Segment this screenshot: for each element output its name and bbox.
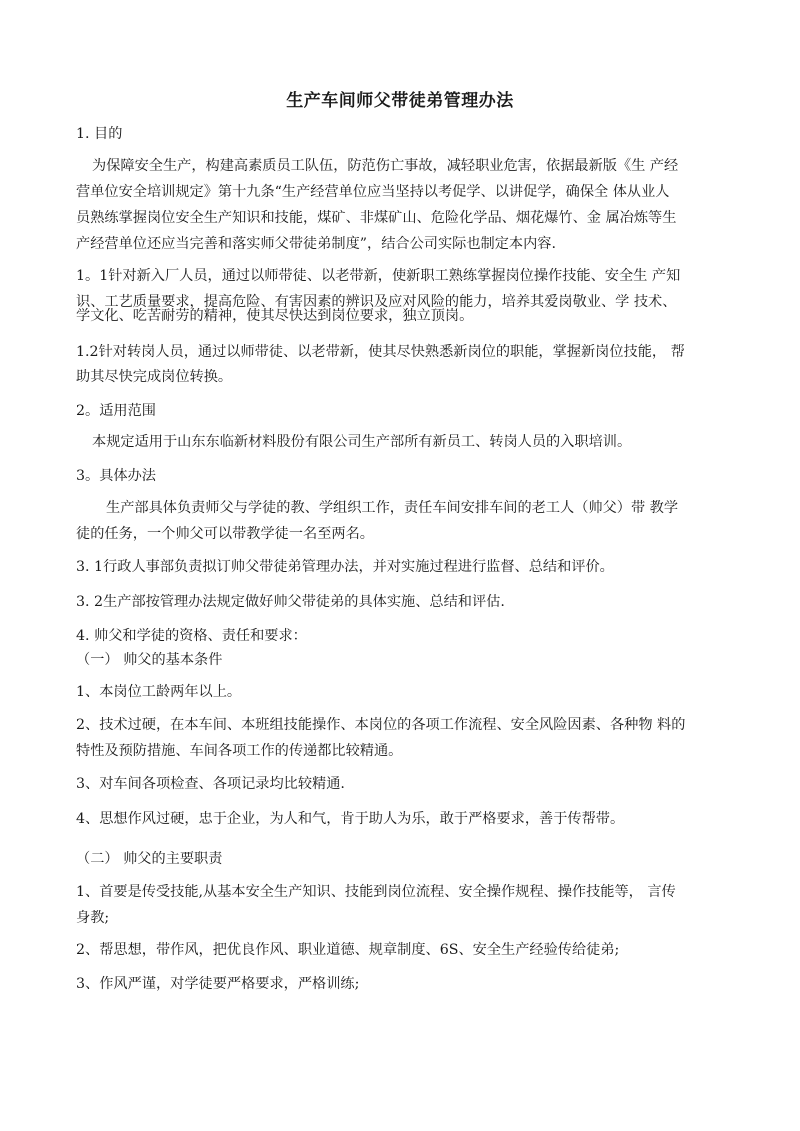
- paragraph-line: 3. 2生产部按管理办法规定做好帅父带徒弟的具体实施、总结和评估.: [76, 594, 505, 610]
- paragraph-line: 特性及预防措施、车间各项工作的传递都比较精通。: [76, 743, 403, 759]
- section-heading: 2。适用范围: [76, 403, 156, 419]
- paragraph-line: 员熟练掌握岗位安全生产知识和技能，煤矿、非煤矿山、危险化学品、烟花爆竹、金 属冶炼等生: [76, 210, 677, 226]
- paragraph-line: 学文化、吃苦耐劳的精神，使其尽快达到岗位要求，独立顶岗。: [76, 308, 474, 324]
- paragraph-line: 生产部具体负责师父与学徒的教、学组织工作，责任车间安排车间的老工人（帅父）带 教学: [106, 500, 679, 516]
- paragraph-line: 身教;: [76, 910, 110, 926]
- list-item: 2、帮思想，带作风，把优良作风、职业道德、规章制度、6S、安全生产经验传给徒弟;: [76, 942, 620, 958]
- list-item: 2、技术过硬，在本车间、本班组技能操作、本岗位的各项工作流程、安全风险因素、各种物 料的: [76, 717, 686, 733]
- paragraph-line: 识、工艺质量要求，提高危险、有害因素的辨识及应对风险的能力，培养其爱岗敬业、学 技术、: [76, 294, 677, 310]
- paragraph-line: 1.2针对转岗人员，通过以师带徒、以老带新，使其尽快熟悉新岗位的职能，掌握新岗位技能， 帮: [76, 344, 685, 360]
- document-title: 生产车间师父带徒弟管理办法: [286, 91, 514, 111]
- list-item: 3、作风严谨，对学徒要严格要求，严格训练;: [76, 976, 360, 992]
- subsection-heading: （二） 帅父的主要职责: [76, 851, 223, 867]
- paragraph-line: 营单位安全培训规定》第十九条“生产经营单位应当坚持以考促学、以讲促学，确保全 体从业人: [76, 184, 670, 200]
- list-item: 1、首要是传受技能,从基本安全生产知识、技能到岗位流程、安全操作规程、操作技能等， 言传: [76, 884, 676, 900]
- list-item: 1、本岗位工龄两年以上。: [76, 684, 242, 700]
- paragraph-line: 本规定适用于山东东临新材料股份有限公司生产部所有新员工、转岗人员的入职培训。: [92, 434, 632, 450]
- list-item: 4、思想作风过硬，忠于企业，为人和气，肯于助人为乐，敢于严格要求，善于传帮带。: [76, 811, 625, 827]
- subsection-heading: （一） 帅父的基本条件: [76, 652, 223, 668]
- paragraph-line: 产经营单位还应当完善和落实师父带徒弟制度”，结合公司实际也制定本内容.: [76, 236, 556, 252]
- section-heading: 1. 目的: [76, 126, 123, 142]
- section-heading: 4. 帅父和学徒的资格、责任和要求：: [76, 628, 307, 644]
- paragraph-line: 1。1针对新入厂人员，通过以师带徒、以老带新，使新职工熟练掌握岗位操作技能、安全生 产知: [76, 268, 681, 284]
- paragraph-line: 3. 1行政人事部负责拟订帅父带徒弟管理办法，并对实施过程进行监督、总结和评价。: [76, 559, 614, 575]
- paragraph-line: 徒的任务，一个帅父可以带教学徒一名至两名。: [76, 526, 374, 542]
- paragraph-line: 为保障安全生产，构建高素质员工队伍，防范伤亡事故，减轻职业危害，依据最新版《生 产经: [92, 158, 679, 174]
- list-item: 3、对车间各项检查、各项记录均比较精通.: [76, 776, 345, 792]
- section-heading: 3。具体办法: [76, 468, 156, 484]
- paragraph-line: 助其尽快完成岗位转换。: [76, 369, 233, 385]
